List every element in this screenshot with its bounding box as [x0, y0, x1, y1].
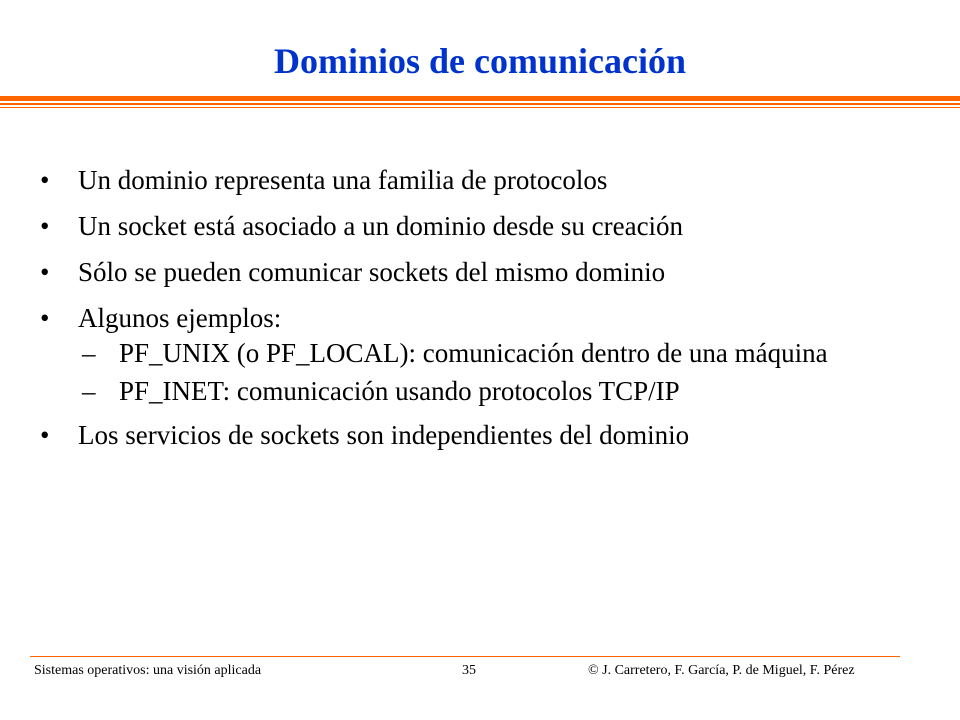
bullet-text: Los servicios de sockets son independientes del dominio	[78, 420, 690, 450]
sub-bullet-item	[78, 337, 920, 370]
bullet-marker: •	[40, 165, 50, 195]
title-underline-hairline	[0, 107, 960, 108]
bullet-marker: •	[40, 420, 50, 450]
sub-bullet-text: PF_UNIX (o PF_LOCAL): comunicación dentro de una máquina	[119, 338, 828, 368]
sub-bullet-marker: –	[82, 376, 96, 406]
bullet-item	[40, 208, 920, 245]
slide-title: Dominios de comunicación	[273, 41, 686, 81]
bullet-text: Sólo se pueden comunicar sockets del mismo dominio	[78, 257, 666, 287]
sub-bullet-list	[78, 337, 920, 408]
footer-book-title: Sistemas operativos: una visión aplicada	[34, 663, 262, 678]
footer-copyright: © J. Carretero, F. García, P. de Miguel, F. Pérez	[588, 663, 855, 678]
bullet-text: Algunos ejemplos:	[78, 303, 282, 333]
bullet-text: Un dominio representa una familia de protocolos	[78, 165, 608, 195]
bullet-text: Un socket está asociado a un dominio desde su creación	[78, 211, 684, 241]
bullet-item	[40, 162, 920, 199]
footer-page-number: 35	[462, 663, 476, 678]
bullet-marker: •	[40, 303, 50, 333]
bullet-item	[40, 254, 920, 291]
bullet-list	[40, 162, 920, 463]
bullet-marker: •	[40, 257, 50, 287]
footer-divider	[30, 656, 900, 657]
bullet-item	[40, 417, 920, 454]
title-underline-thick	[0, 96, 960, 101]
sub-bullet-item	[78, 375, 920, 408]
title-underline-thin	[0, 103, 960, 105]
bullet-marker: •	[40, 211, 50, 241]
sub-bullet-text: PF_INET: comunicación usando protocolos TCP/IP	[119, 376, 680, 406]
bullet-item	[40, 300, 920, 408]
sub-bullet-marker: –	[82, 338, 96, 368]
